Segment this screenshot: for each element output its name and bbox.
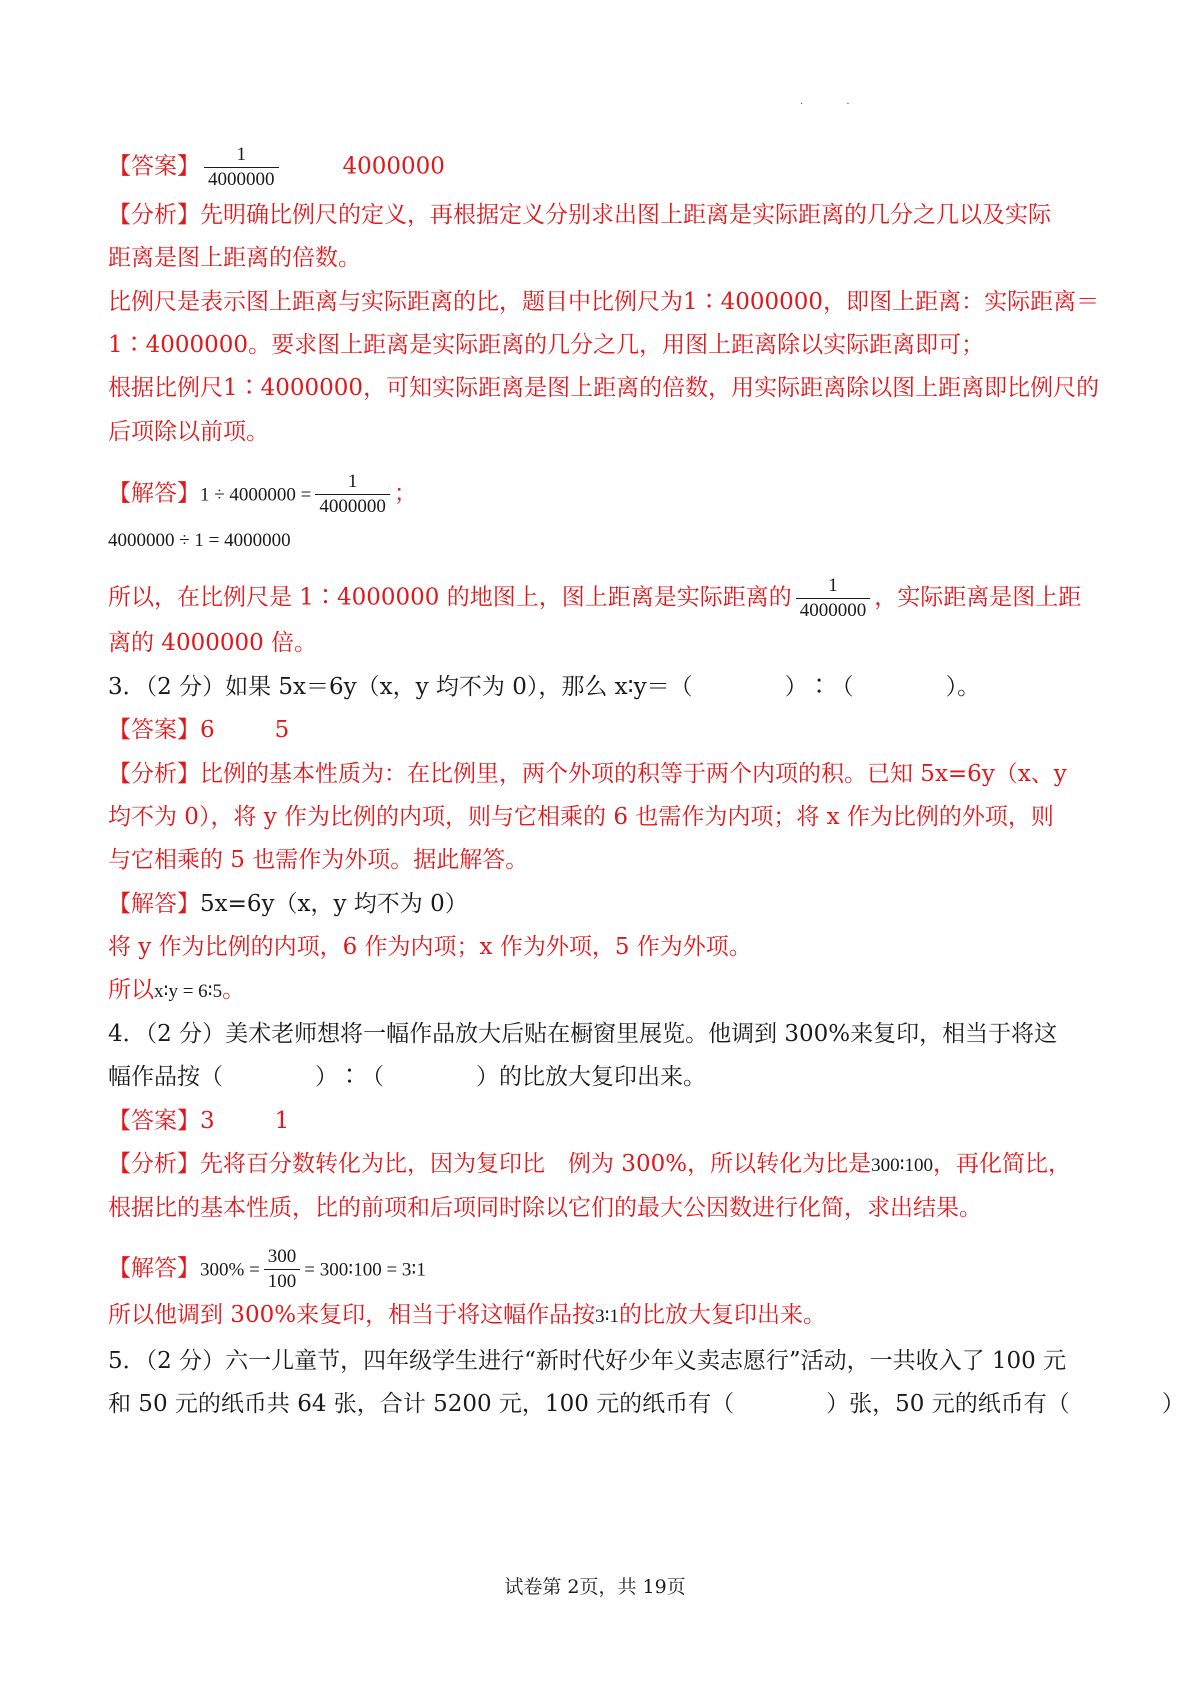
analysis-line: 1∶4000000。要求图上距离是实际距离的几分之几，用图上距离除以实际距离即可； — [108, 332, 985, 358]
answer-line: 【答案】3 1 — [108, 1108, 290, 1134]
question-4: 4．（2 分）美术老师想将一幅作品放大后贴在橱窗里展览。他调到 300%来复印，相当于将这 — [108, 1021, 1058, 1047]
analysis-line: 距离是图上距离的倍数。 — [108, 245, 361, 271]
solution-line: 将 y 作为比例的内项，6 作为内项；x 作为外项，5 作为外项。 — [108, 934, 752, 960]
question-3: 3．（2 分）如果 5x＝6y（x，y 均不为 0），那么 x∶y＝（ ）∶（ ）。 — [108, 674, 981, 700]
analysis-line: 【分析】比例的基本性质为：在比例里，两个外项的积等于两个内项的积。已知 5x=6y（x、y — [108, 761, 1067, 787]
header-marks: . . — [800, 96, 870, 107]
analysis-line: 与它相乘的 5 也需作为外项。据此解答。 — [108, 847, 529, 873]
answer-value: 4000000 — [342, 153, 445, 180]
fraction: $\frac{1}{4000000}$ — [315, 470, 390, 519]
solution-line: 所以x∶y = 6∶5。 — [108, 977, 246, 1003]
analysis-line: 比例尺是表示图上距离与实际距离的比，题目中比例尺为1∶4000000，即图上距离：实际距离＝ — [108, 289, 1100, 315]
question-5-cont: 和 50 元的纸币共 64 张，合计 5200 元，100 元的纸币有（ ）张，50 元的纸币有（ ） — [108, 1391, 1185, 1417]
analysis-line: 均不为 0），将 y 作为比例的内项，则与它相乘的 6 也需作为内项；将 x 作为比例的外项，则 — [108, 804, 1054, 830]
fraction: $\frac{300}{100}$ — [264, 1245, 301, 1294]
analysis-line: 根据比例尺1∶4000000，可知实际距离是图上距离的倍数，用实际距离除以图上距离即比例尺的 — [108, 375, 1100, 401]
solution-tag: 【解答】 — [108, 480, 200, 507]
answer-line: 【答案】6 5 — [108, 717, 290, 743]
answer-line — [108, 143, 1090, 192]
solution-line: 【解答】1 ÷ 4000000 = $\frac{1}{4000000}$ ； — [108, 471, 417, 517]
analysis-line: 【分析】先明确比例尺的定义，再根据定义分别求出图上距离是实际距离的几分之几以及实际 — [108, 202, 1051, 228]
conclusion-line: 离的 4000000 倍。 — [108, 630, 318, 656]
question-5: 5．（2 分）六一儿童节，四年级学生进行“新时代好少年义卖志愿行”活动，一共收入了 100 元 — [108, 1348, 1067, 1374]
answer-tag: 【答案】 — [108, 153, 200, 180]
analysis-line: 【分析】先将百分数转化为比，因为复印比 例为 300%，所以转化为比是300∶100，再化简比， — [108, 1151, 1072, 1177]
conclusion-line: 所以他调到 300%来复印，相当于将这幅作品按3∶1的比放大复印出来。 — [108, 1302, 827, 1328]
question-4-cont: 幅作品按（ ）∶（ ）的比放大复印出来。 — [108, 1064, 706, 1090]
page-footer: 试卷第 2页，共 19页 — [504, 1576, 686, 1598]
analysis-line: 根据比的基本性质，比的前项和后项同时除以它们的最大公因数进行化简，求出结果。 — [108, 1195, 982, 1221]
solution-line: 【解答】5x=6y（x，y 均不为 0） — [108, 891, 468, 917]
solution-line: 【解答】300% = $\frac{300}{100}$ = 300∶100 = 3∶1 — [108, 1246, 426, 1292]
fraction: $\frac{1}{4000000}$ — [796, 574, 871, 623]
conclusion-line: 所以，在比例尺是 1∶4000000 的地图上，图上距离是实际距离的 $\frac{1}{4000000}$ ，实际距离是图上距 — [108, 575, 1082, 621]
analysis-line: 后项除以前项。 — [108, 419, 269, 445]
solution-line: 4000000 ÷ 1 = 4000000 — [108, 530, 291, 551]
fraction: $\frac{1}{4000000}$ — [204, 143, 279, 192]
